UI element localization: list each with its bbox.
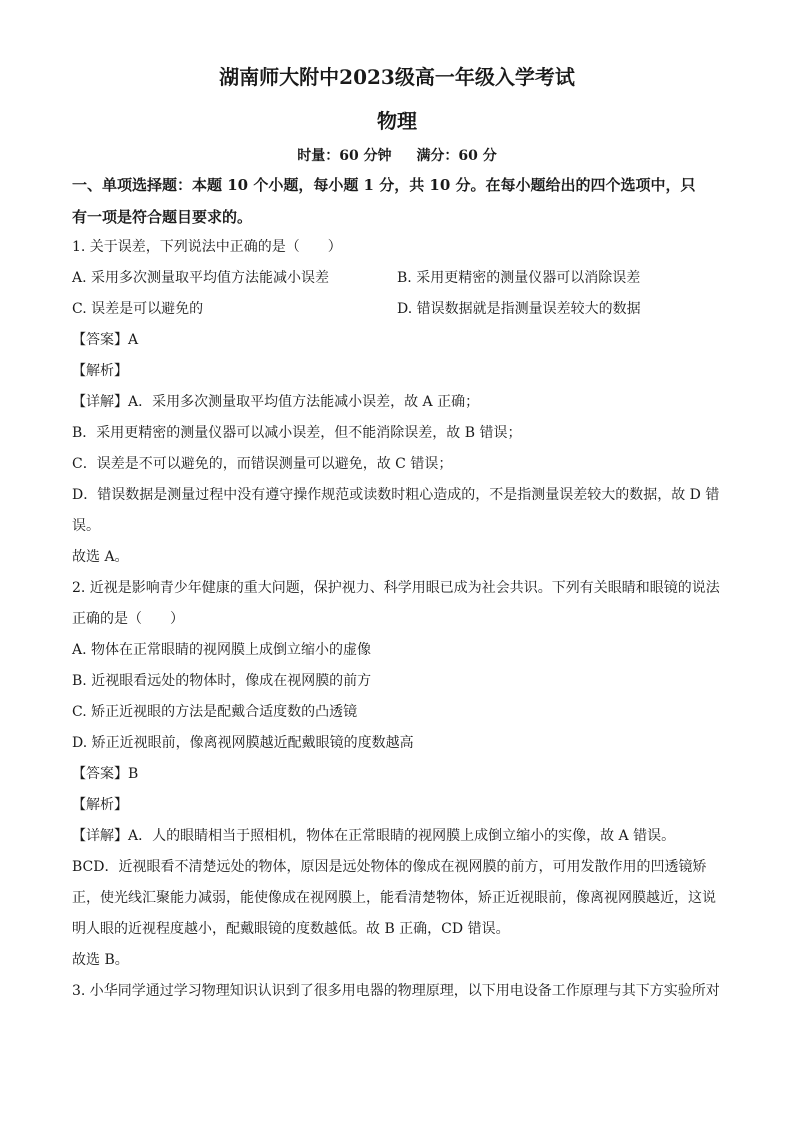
q1-option-b: B. 采用更精密的测量仪器可以消除误差 [397,270,641,286]
page-title: 湖南师大附中2023级高一年级入学考试 [219,65,575,89]
q1-option-d: D. 错误数据就是指测量误差较大的数据 [397,301,641,317]
subject-title: 物理 [377,109,417,133]
q1-conclusion: 故选 A。 [72,549,129,565]
q2-stem-line1: 2. 近视是影响青少年健康的重大问题，保护视力、科学用眼已成为社会共识。下列有关眼睛和眼镜的说法 [72,580,720,596]
q1-options-row-1 [72,263,722,294]
q1-detail-line: C．误差是不可以避免的，而错误测量可以避免，故 C 错误； [72,456,453,472]
q2-option-c: C. 矫正近视眼的方法是配戴合适度数的凸透镜 [72,704,358,720]
question-2 [72,573,722,976]
exam-meta [72,144,722,168]
q1-analysis-label: 【解析】 [72,363,128,379]
q1-option-a: A. 采用多次测量取平均值方法能减小误差 [72,270,330,286]
q2-option-a: A. 物体在正常眼睛的视网膜上成倒立缩小的虚像 [72,642,372,658]
q1-stem: 1. 关于误差，下列说法中正确的是（ ） [72,239,342,255]
section-heading-line2: 有一项是符合题目要求的。 [72,208,253,226]
q1-answer: 【答案】A [72,332,139,348]
exam-score: 满分：60 分 [416,148,497,164]
q2-detail-line: BCD．近视眼看不清楚远处的物体，原因是远处物体的像成在视网膜的前方，可用发散作用的凹透镜矫 [72,859,707,875]
q3-stem-line1: 3. 小华同学通过学习物理知识认识到了很多用电器的物理原理，以下用电设备工作原理与其下方实验所对 [72,983,720,999]
q2-option-d: D. 矫正近视眼前，像离视网膜越近配戴眼镜的度数越高 [72,735,414,751]
section-heading-line1: 一、单项选择题：本题 10 个小题，每小题 1 分，共 10 分。在每小题给出的四个选项中，只 [72,176,696,194]
question-3 [72,976,722,1007]
exam-page [72,62,722,1007]
q1-detail-line: D．错误数据是测量过程中没有遵守操作规范或读数时粗心造成的，不是指测量误差较大的数据，故 D 错 [72,487,720,503]
q2-detail-line: 明人眼的近视程度越小，配戴眼镜的度数越低。故 B 正确，CD 错误。 [72,921,510,937]
q2-stem-line2: 正确的是（ ） [72,611,184,627]
q2-option-b: B. 近视眼看远处的物体时，像成在视网膜的前方 [72,673,372,689]
question-1 [72,232,722,573]
q1-detail-line: B．采用更精密的测量仪器可以减小误差，但不能消除误差，故 B 错误； [72,425,522,441]
q2-answer: 【答案】B [72,766,139,782]
exam-time: 时量：60 分钟 [297,148,392,164]
q1-option-c: C. 误差是可以避免的 [72,301,204,317]
q1-detail-line: 误。 [72,518,100,534]
q2-conclusion: 故选 B。 [72,952,129,968]
q1-options-row-2 [72,294,722,325]
q2-detail-line: 【详解】A．人的眼睛相当于照相机，物体在正常眼睛的视网膜上成倒立缩小的实像，故 A 错误。 [72,828,676,844]
q1-detail-line: 【详解】A．采用多次测量取平均值方法能减小误差，故 A 正确； [72,394,480,410]
q2-analysis-label: 【解析】 [72,797,128,813]
q2-detail-line: 正，使光线汇聚能力减弱，能使像成在视网膜上，能看清楚物体，矫正近视眼前，像离视网膜越近，这说 [72,890,716,906]
